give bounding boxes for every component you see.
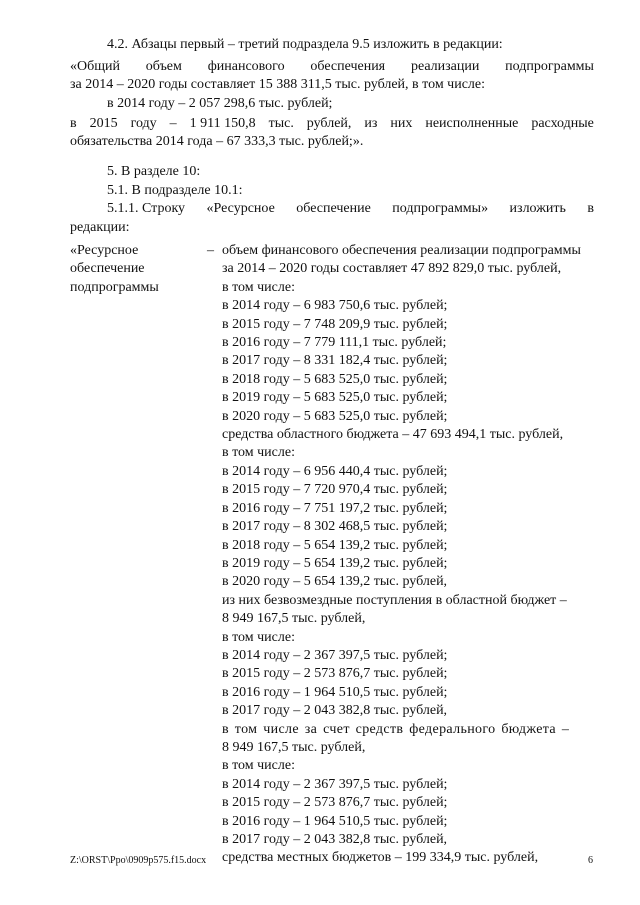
item-5-1-1-line1 [107, 200, 594, 218]
value-line: в 2016 году – 7 779 111,1 тыс. рублей; [222, 335, 447, 351]
word: объем [145, 59, 182, 74]
paragraph-2015-line2: обязательства 2014 года – 67 333,3 тыс. рублей;». [70, 134, 364, 149]
word: подпрограммы [505, 59, 594, 74]
label-line: подпрограммы [70, 279, 159, 295]
word: 2015 [89, 116, 118, 131]
word: тыс. [268, 116, 294, 131]
value-line: в том числе за счет средств федерального бюджета – [222, 721, 570, 737]
value-line: в том числе: [222, 629, 295, 645]
word: году [130, 116, 157, 131]
value-line: за 2014 – 2020 годы составляет 47 892 829,0 тыс. рублей, [222, 261, 562, 277]
value-line: в том числе: [222, 758, 295, 774]
word: подпрограммы» [392, 201, 489, 216]
word: «Общий [70, 59, 120, 74]
value-line: в том числе: [222, 445, 295, 461]
value-line: в 2018 году – 5 683 525,0 тыс. рублей; [222, 371, 448, 387]
word: реализации [410, 59, 480, 74]
label-line: обеспечение [70, 261, 145, 277]
value-line: в 2020 году – 5 654 139,2 тыс. рублей, [222, 574, 448, 590]
resource-row-label [70, 242, 159, 297]
word: из [364, 116, 378, 131]
word: них [390, 116, 413, 131]
value-line: в том числе: [222, 279, 295, 295]
word: – [169, 116, 177, 131]
word: «Ресурсное [206, 201, 275, 216]
word: расходные [531, 116, 594, 131]
paragraph-2015-line1 [70, 115, 594, 133]
value-line: в 2017 году – 8 331 182,4 тыс. рублей; [222, 353, 448, 369]
footer-file-path: Z:\ORST\Ppo\0909p575.f15.docx [70, 855, 207, 866]
value-line: в 2015 году – 7 720 970,4 тыс. рублей; [222, 482, 448, 498]
word: неисполненные [425, 116, 519, 131]
value-line: в 2017 году – 2 043 382,8 тыс. рублей, [222, 832, 448, 847]
value-line: в 2017 году – 2 043 382,8 тыс. рублей, [222, 703, 448, 719]
value-line: в 2015 году – 2 573 876,7 тыс. рублей; [222, 795, 448, 811]
paragraph-total-line1 [70, 58, 594, 76]
footer-page-number: 6 [588, 855, 593, 866]
value-line: средства областного бюджета – 47 693 494,1 тыс. рублей, [222, 427, 564, 443]
word: рублей, [306, 116, 352, 131]
value-line: в 2014 году – 6 983 750,6 тыс. рублей; [222, 298, 448, 314]
value-line: в 2014 году – 6 956 440,4 тыс. рублей; [222, 463, 448, 479]
word: 5.1.1. Строку [107, 201, 186, 216]
value-line: в 2017 году – 8 302 468,5 тыс. рублей; [222, 519, 448, 535]
item-5-1-1-line2: редакции: [70, 220, 130, 235]
value-line: объем финансового обеспечения реализации подпрограммы [222, 243, 581, 258]
subsection-5-1: 5.1. В подразделе 10.1: [107, 183, 243, 198]
value-line: в 2016 году – 1 964 510,5 тыс. рублей; [222, 684, 448, 700]
paragraph-2014: в 2014 году – 2 057 298,6 тыс. рублей; [107, 96, 333, 111]
value-line: в 2014 году – 2 367 397,5 тыс. рублей; [222, 776, 448, 792]
value-line: средства местных бюджетов – 199 334,9 тыс. рублей, [222, 850, 539, 866]
value-line: в 2019 году – 5 654 139,2 тыс. рублей; [222, 555, 448, 571]
section-5-heading: 5. В разделе 10: [107, 164, 201, 179]
value-line: в 2015 году – 2 573 876,7 тыс. рублей; [222, 666, 448, 682]
word: 1 911 150,8 [189, 116, 256, 131]
paragraph-4-2: 4.2. Абзацы первый – третий подраздела 9.5 изложить в редакции: [107, 37, 503, 52]
label-line: «Ресурсное [70, 243, 139, 258]
paragraph-total-line2: за 2014 – 2020 годы составляет 15 388 311,5 тыс. рублей, в том числе: [70, 77, 486, 92]
value-line: в 2018 году – 5 654 139,2 тыс. рублей; [222, 537, 448, 553]
value-line: в 2019 году – 5 683 525,0 тыс. рублей; [222, 390, 448, 406]
resource-row-values [222, 242, 597, 868]
value-line: 8 949 167,5 тыс. рублей, [222, 739, 366, 755]
word: обеспечение [296, 201, 371, 216]
value-line: в 2016 году – 1 964 510,5 тыс. рублей; [222, 813, 448, 829]
word: в [70, 116, 77, 131]
value-line: в 2016 году – 7 751 197,2 тыс. рублей; [222, 500, 448, 516]
word: изложить [509, 201, 566, 216]
value-line: 8 949 167,5 тыс. рублей, [222, 611, 366, 627]
word: обеспечения [310, 59, 386, 74]
word: финансового [207, 59, 285, 74]
value-line: в 2020 году – 5 683 525,0 тыс. рублей; [222, 408, 448, 424]
word: в [587, 201, 594, 216]
value-line: в 2015 году – 7 748 209,9 тыс. рублей; [222, 316, 448, 332]
resource-row-dash: – [207, 243, 214, 258]
value-line: из них безвозмездные поступления в областной бюджет – [222, 592, 567, 608]
value-line: в 2014 году – 2 367 397,5 тыс. рублей; [222, 647, 448, 663]
